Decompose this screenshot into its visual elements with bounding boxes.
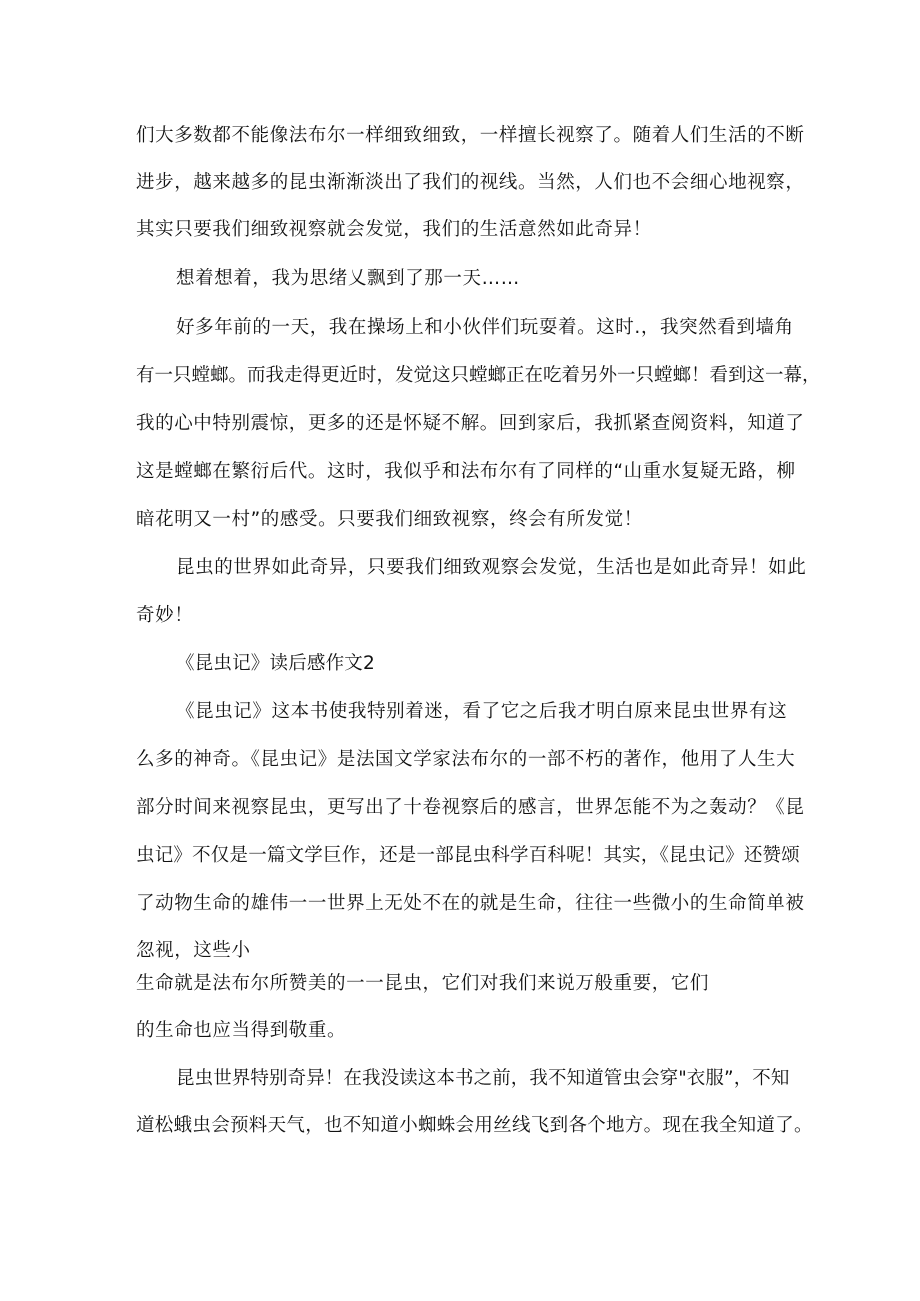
text-line: 虫记》不仅是一篇文学巨作，还是一部昆虫科学百科呢！其实，《昆虫记》还赞颂 [136, 845, 800, 866]
text-line: 部分时间来视察昆虫，更写出了十卷视察后的感言，世界怎能不为之轰动？《昆 [136, 797, 805, 818]
text-line: 有一只螳螂。而我走得更近时，发觉这只螳螂正在吃着另外一只螳螂！看到这一幕， [136, 365, 821, 386]
section-heading: 《昆虫记》读后感作文2 [176, 653, 375, 674]
text-line: 昆虫的世界如此奇异，只要我们细致观察会发觉，生活也是如此奇异！如此 [176, 557, 807, 578]
text-line: 我的心中特别震惊，更多的还是怀疑不解。回到家后，我抓紧查阅资料，知道了 [136, 413, 805, 434]
text-line: 们大多数都不能像法布尔一样细致细致，一样擅长视察了。随着人们生活的不断 [136, 125, 805, 146]
text-line: 《昆虫记》这本书使我特别着迷，看了它之后我才明白原来昆虫世界有这 [176, 701, 788, 722]
text-line: 的生命也应当得到敬重。 [136, 1020, 347, 1041]
text-line: 么多的神奇。《昆虫记》是法国文学家法布尔的一部不朽的著作，他用了人生大 [136, 749, 796, 770]
text-line: 进步，越来越多的昆虫渐渐淡出了我们的视线。当然，人们也不会细心地视察， [136, 172, 805, 193]
text-line: 忽视，这些小 [136, 940, 251, 961]
text-line: 其实只要我们细致视察就会发觉，我们的生活意然如此奇异！ [136, 219, 652, 240]
text-line: 奇妙！ [136, 605, 194, 626]
text-line: 好多年前的一天，我在操场上和小伙伴们玩耍着。这时.，我突然看到墙角 [176, 317, 794, 338]
text-line: 昆虫世界特别奇异！在我没读这本书之前，我不知道管虫会穿"衣服”，不知 [176, 1068, 790, 1089]
text-line: 暗花明又一村”的感受。只要我们细致视察，终会有所发觉！ [136, 509, 643, 530]
text-line: 这是螳螂在繁衍后代。这时，我似乎和法布尔有了同样的“山重水复疑无路，柳 [136, 461, 796, 482]
text-line: 了动物生命的雄伟一一世界上无处不在的就是生命，往往一些微小的生命简单被 [136, 893, 805, 914]
text-line: 生命就是法布尔所赞美的一一昆虫，它们对我们来说万般重要，它们 [136, 973, 710, 994]
text-line: 想着想着，我为思绪乂飘到了那一天…… [176, 268, 520, 289]
text-line: 道松蛾虫会预料天气，也不知道小蜘蛛会用丝线飞到各个地方。现在我全知道了。 [136, 1115, 813, 1136]
